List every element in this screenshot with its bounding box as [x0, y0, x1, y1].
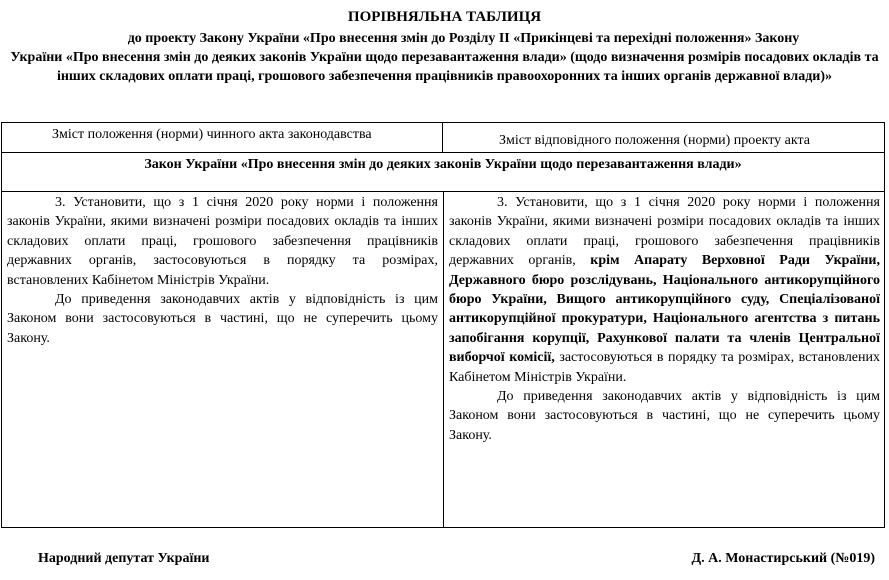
subtitle-line-1: до проекту Закону України «Про внесення змін до Розділу ІІ «Прикінцеві та перехідні положення» Закону — [127, 31, 800, 46]
header-current-law: Зміст положення (норми) чинного акта законодавства — [52, 127, 372, 142]
signatory-name: Д. А. Монастирський (№019) — [691, 551, 875, 566]
current-law-cell — [7, 193, 438, 348]
header-column-divider — [442, 123, 443, 152]
comparison-table — [1, 122, 885, 528]
document-subtitle — [4, 29, 885, 86]
header-draft-law: Зміст відповідного положення (норми) проекту акта — [499, 133, 811, 148]
draft-law-paragraph-2: До приведення законодавчих актів у відповідність із цим Законом вони застосовуються в частині, що не суперечить цьому Закону. — [449, 389, 880, 443]
current-law-paragraph-1: 3. Установити, що з 1 січня 2020 року норми і положення законів України, якими визначені розміри посадових окладів та інших складових оплати праці, грошового забезпечення працівників державних органів, застосовуються в порядку та розмірах, встановлених Кабінетом Міністрів України. — [7, 195, 438, 288]
draft-text-start: 3. Установити, що з 1 січня 2020 року норми і положення законів України, якими визначені розміри посадових окладів та інших складових оплати праці, грошового забезпечення працівників державних органів, — [449, 195, 880, 269]
current-law-paragraph-2: До приведення законодавчих актів у відповідність із цим Законом вони застосовуються в частині, що не суперечить цьому Закону. — [7, 292, 438, 346]
draft-law-cell — [449, 193, 880, 445]
draft-text-end: застосовуються в порядку та розмірах, встановлених Кабінетом Міністрів України. — [449, 350, 881, 385]
section-title: Закон України «Про внесення змін до деяких законів України щодо перезавантаження влади» — [144, 157, 742, 172]
header-divider — [2, 152, 884, 153]
draft-law-paragraph-1 — [449, 193, 880, 387]
draft-text-exceptions: крім Апарату Верховної Ради України, Державного бюро розслідувань, Національного антикорупційного бюро України, Вищого антикорупційного суду, Спеціалізованої антикорупційної прокуратури, Національного агентства з питань запобігання корупції, Рахункової палати та членів Центральної виборчої комісії, — [449, 253, 880, 366]
document-title: ПОРІВНЯЛЬНА ТАБЛИЦЯ — [347, 9, 542, 25]
body-column-divider — [443, 191, 444, 527]
signatory-title: Народний депутат України — [38, 551, 210, 566]
subtitle-rest: України «Про внесення змін до деяких законів України щодо перезавантаження влади» (щодо визначення розмірів посадових окладів та інших складових оплати праці, грошового забезпечення працівників правоохоронних та інших органів державної влади)» — [10, 50, 879, 84]
